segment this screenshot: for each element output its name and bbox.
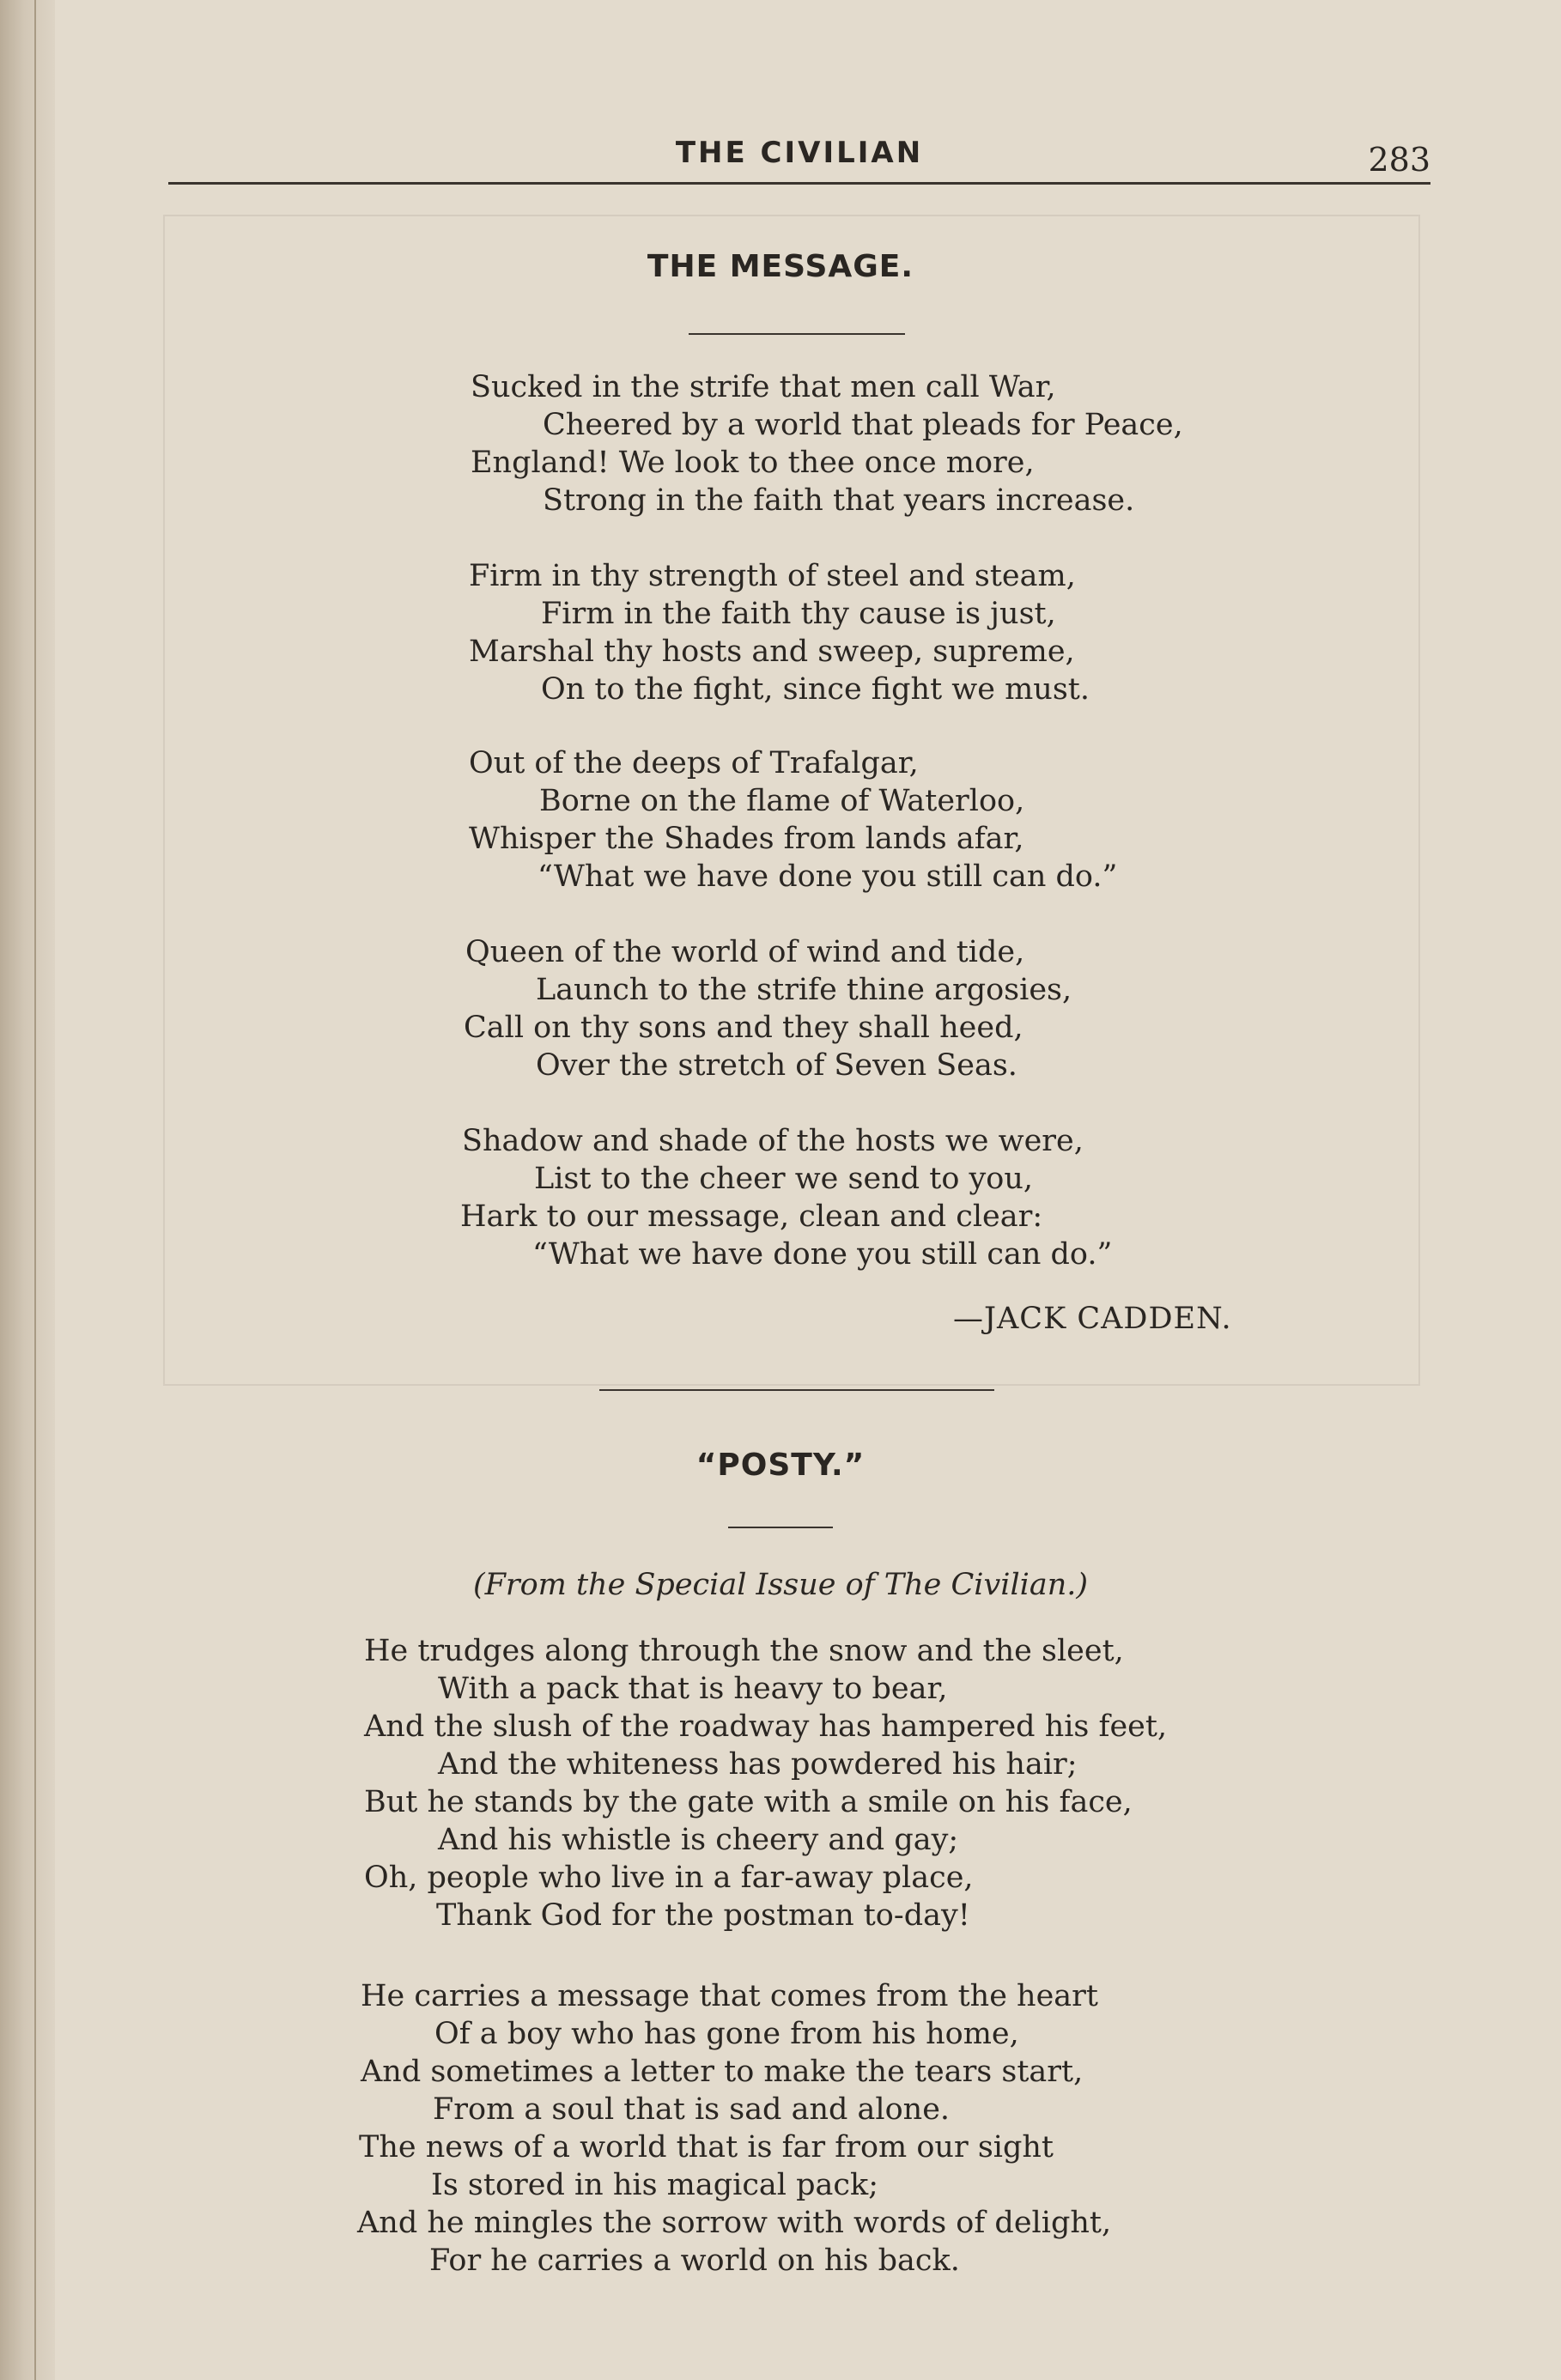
poem-line: And the slush of the roadway has hampered his feet,	[364, 1709, 1168, 1744]
title-rule	[728, 1527, 833, 1528]
running-head: THE CIVILIAN	[675, 136, 924, 170]
poem-line: Firm in thy strength of steel and steam,	[469, 559, 1076, 593]
poem-line: The news of a world that is far from our sight	[359, 2130, 1054, 2164]
poem-line: “What we have done you still can do.”	[532, 1237, 1113, 1272]
page-header	[168, 129, 1430, 197]
poem-line: Strong in the faith that years increase.	[543, 483, 1135, 518]
poem-line: He carries a message that comes from the heart	[361, 1979, 1098, 2013]
poem-line: But he stands by the gate with a smile on his face,	[364, 1785, 1133, 1819]
poem-line: Hark to our message, clean and clear:	[460, 1199, 1043, 1234]
poem-line: Shadow and shade of the hosts we were,	[462, 1124, 1084, 1158]
poem-line: List to the cheer we send to you,	[534, 1162, 1034, 1196]
poem-line: On to the fight, since fight we must.	[541, 672, 1090, 707]
poem-line: Queen of the world of wind and tide,	[465, 935, 1025, 969]
poem-line: Borne on the flame of Waterloo,	[539, 784, 1025, 818]
poem-line: And he mingles the sorrow with words of delight,	[357, 2206, 1112, 2240]
poem-title: “POSTY.”	[695, 1448, 866, 1483]
title-rule	[689, 333, 905, 335]
poem-line: Over the stretch of Seven Seas.	[536, 1048, 1017, 1083]
poem-line: Out of the deeps of Trafalgar,	[469, 746, 919, 780]
poem-line: Oh, people who live in a far-away place,	[364, 1861, 974, 1895]
poem-line: And sometimes a letter to make the tears start,	[361, 2055, 1084, 2089]
page-binding	[0, 0, 55, 2380]
author-signature: —JACK CADDEN.	[953, 1302, 1232, 1336]
poem-subtitle: (From the Special Issue of The Civilian.)	[472, 1568, 1089, 1602]
poem-line: With a pack that is heavy to bear,	[438, 1672, 948, 1706]
poem-line: Is stored in his magical pack;	[431, 2168, 878, 2202]
poem-line: And his whistle is cheery and gay;	[438, 1823, 959, 1857]
poem-title: THE MESSAGE.	[647, 249, 914, 284]
header-rule	[168, 182, 1430, 185]
page-number: 283	[1368, 141, 1430, 179]
poem-line: For he carries a world on his back.	[429, 2243, 960, 2278]
poem-line: And the whiteness has powdered his hair;	[438, 1747, 1078, 1782]
poem-line: Of a boy who has gone from his home,	[434, 2017, 1019, 2051]
poem-line: Thank God for the postman to-day!	[436, 1898, 970, 1933]
poem-line: England! We look to thee once more,	[471, 446, 1035, 480]
poem-line: Call on thy sons and they shall heed,	[464, 1011, 1023, 1045]
poem-line: Sucked in the strife that men call War,	[471, 370, 1056, 404]
poem-line: From a soul that is sad and alone.	[433, 2092, 951, 2127]
poem-line: Cheered by a world that pleads for Peace,	[543, 408, 1183, 442]
poem-line: He trudges along through the snow and the sleet,	[364, 1634, 1124, 1668]
poem-line: Whisper the Shades from lands afar,	[469, 822, 1024, 856]
poem-line: Firm in the faith thy cause is just,	[541, 597, 1056, 631]
poem-line: “What we have done you still can do.”	[538, 859, 1118, 894]
poem-line: Launch to the strife thine argosies,	[536, 973, 1072, 1007]
section-divider	[599, 1389, 994, 1391]
poem-line: Marshal thy hosts and sweep, supreme,	[469, 634, 1075, 669]
